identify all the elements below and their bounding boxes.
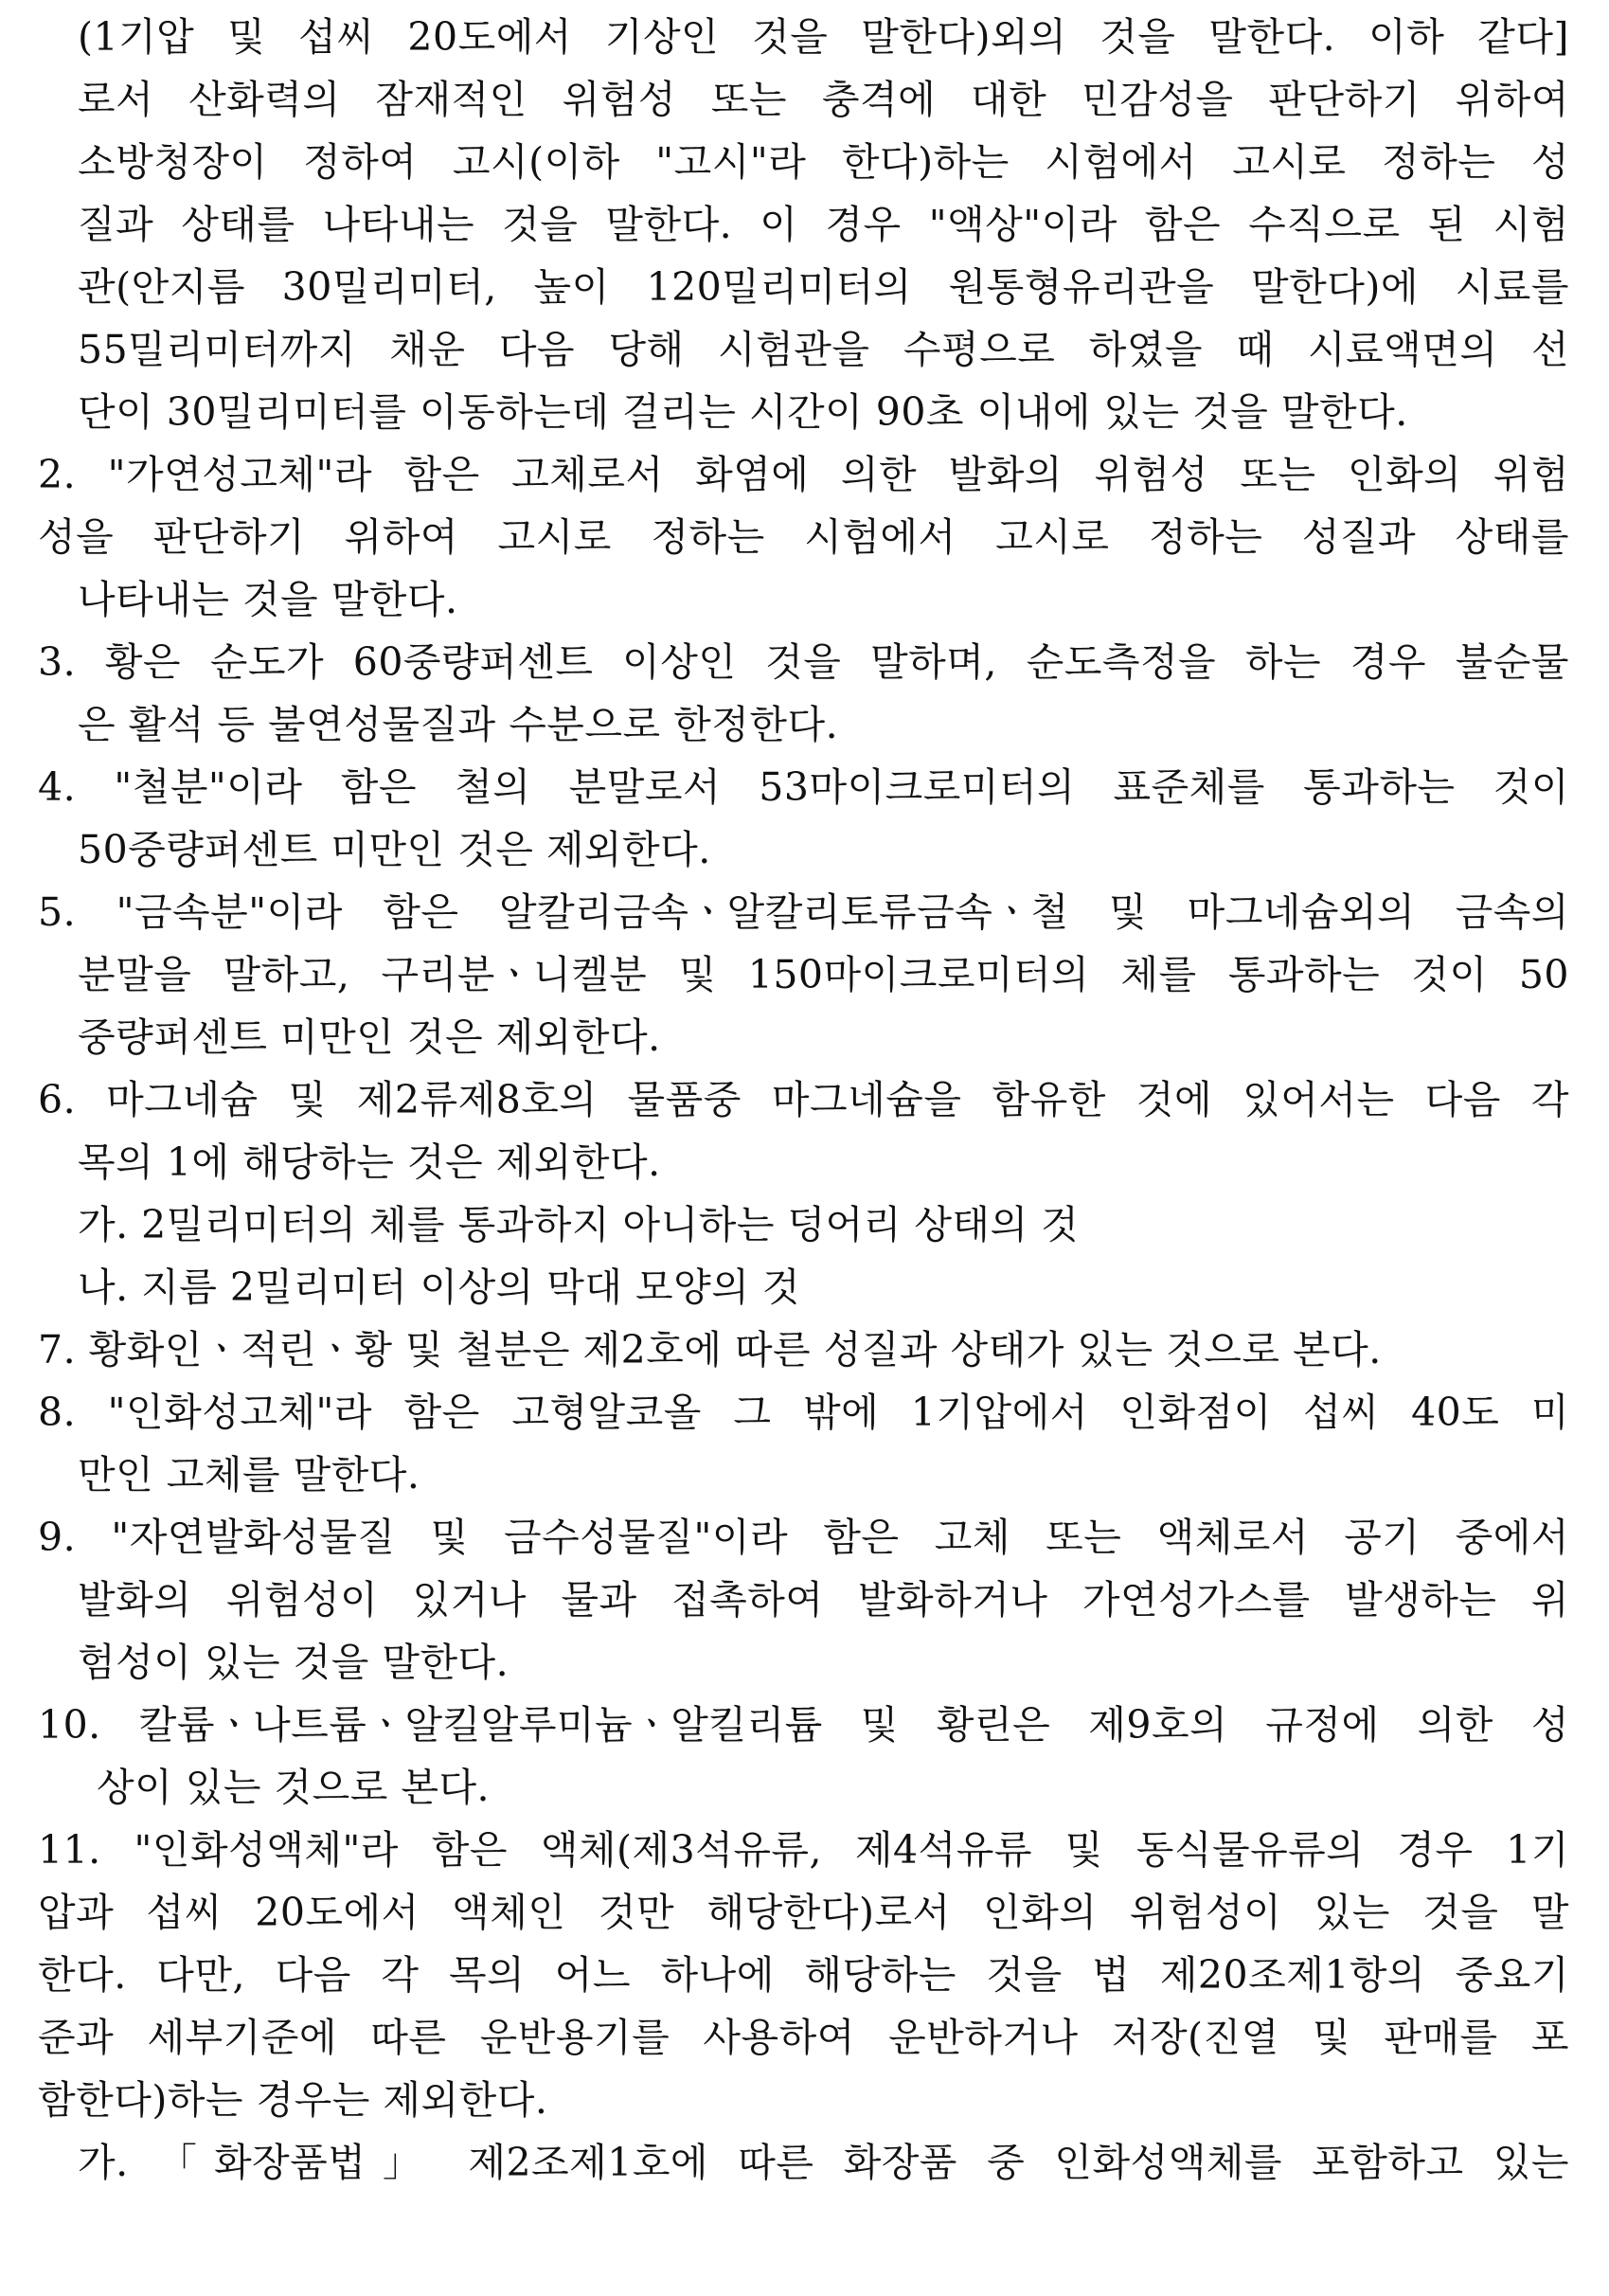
text-line: 관(안지름 30밀리미터, 높이 120밀리미터의 원통형유리관을 말한다)에 시료를 [78, 264, 1569, 310]
text-line: 가. 2밀리미터의 체를 통과하지 아니하는 덩어리 상태의 것 [78, 1202, 1080, 1247]
text-line: 목의 1에 해당하는 것은 제외한다. [78, 1139, 661, 1185]
list-item-5 [38, 881, 1569, 943]
list-item-10-end [38, 1756, 1569, 1819]
text-line: 5. "금속분"이라 함은 알칼리금속ㆍ알칼리토류금속ㆍ철 및 마그네슘외의 금속의 [38, 889, 1569, 935]
list-item-2 [38, 443, 1569, 568]
list-item-9-cont [38, 1569, 1569, 1631]
text-line: 발화의 위험성이 있거나 물과 접촉하여 발화하거나 가연성가스를 발생하는 위 [78, 1577, 1569, 1623]
list-item-8-end [38, 1444, 1569, 1506]
paragraph-continued [38, 6, 1569, 381]
list-item-3-end [38, 693, 1569, 756]
text-line: 나타내는 것을 말한다. [78, 577, 458, 622]
text-line: 나. 지름 2밀리미터 이상의 막대 모양의 것 [78, 1265, 801, 1310]
list-item-4-end [38, 818, 1569, 881]
text-line: 소방청장이 정하여 고시(이하 "고시"라 한다)하는 시험에서 고시로 정하는 성 [78, 139, 1569, 185]
text-line: 50중량퍼센트 미만인 것은 제외한다. [78, 827, 711, 872]
list-item-2-end [38, 568, 1569, 631]
list-item-6-ga [38, 1193, 1569, 1256]
text-line: 분말을 말하고, 구리분ㆍ니켈분 및 150마이크로미터의 체를 통과하는 것이 50 [78, 952, 1569, 997]
paragraph-continued-end [38, 381, 1569, 443]
list-item-5-end [38, 1006, 1569, 1068]
list-item-7 [38, 1318, 1569, 1381]
text-line: 험성이 있는 것을 말한다. [78, 1640, 510, 1685]
text-line: 11. "인화성액체"라 함은 액체(제3석유류, 제4석유류 및 동식물유류의 경우 1기 [38, 1827, 1569, 1873]
text-line: 상이 있는 것으로 본다. [97, 1765, 491, 1810]
text-line: 중량퍼센트 미만인 것은 제외한다. [78, 1014, 661, 1060]
list-item-10 [38, 1694, 1569, 1756]
list-item-3 [38, 631, 1569, 693]
text-line: 9. "자연발화성물질 및 금수성물질"이라 함은 고체 또는 액체로서 공기 중에서 [38, 1515, 1569, 1560]
text-line: 한다. 다만, 다음 각 목의 어느 하나에 해당하는 것을 법 제20조제1항의 중요기 [38, 1952, 1569, 1998]
list-item-9-end [38, 1631, 1569, 1694]
text-line: 만인 고체를 말한다. [78, 1452, 420, 1498]
list-item-11-ga [38, 2131, 1569, 2194]
text-line: 가. 「화장품법」 제2조제1호에 따른 화장품 중 인화성액체를 포함하고 있는 [78, 2140, 1569, 2185]
text-line: 성을 판단하기 위하여 고시로 정하는 시험에서 고시로 정하는 성질과 상태를 [38, 514, 1569, 560]
list-item-11 [38, 1819, 1569, 2069]
text-line: 압과 섭씨 20도에서 액체인 것만 해당한다)로서 인화의 위험성이 있는 것을 말 [38, 1890, 1569, 1935]
text-line: 함한다)하는 경우는 제외한다. [38, 2077, 548, 2123]
list-item-6-na [38, 1256, 1569, 1318]
text-line: 3. 황은 순도가 60중량퍼센트 이상인 것을 말하며, 순도측정을 하는 경우 불순물 [38, 639, 1569, 685]
text-line: 로서 산화력의 잠재적인 위험성 또는 충격에 대한 민감성을 판단하기 위하여 [78, 77, 1569, 122]
list-item-6-end [38, 1131, 1569, 1193]
text-line: (1기압 및 섭씨 20도에서 기상인 것을 말한다)외의 것을 말한다. 이하 같다] [78, 14, 1569, 60]
text-line: 7. 황화인ㆍ적린ㆍ황 및 철분은 제2호에 따른 성질과 상태가 있는 것으로 본다. [38, 1327, 1382, 1372]
text-line: 55밀리미터까지 채운 다음 당해 시험관을 수평으로 하였을 때 시료액면의 선 [78, 327, 1569, 372]
text-line: 10. 칼륨ㆍ나트륨ㆍ알킬알루미늄ㆍ알킬리튬 및 황린은 제9호의 규정에 의한 성 [38, 1702, 1569, 1748]
text-line: 질과 상태를 나타내는 것을 말한다. 이 경우 "액상"이라 함은 수직으로 된 시험 [78, 202, 1569, 247]
text-line: 8. "인화성고체"라 함은 고형알코올 그 밖에 1기압에서 인화점이 섭씨 40도 미 [38, 1390, 1569, 1435]
list-item-9 [38, 1506, 1569, 1569]
list-item-6 [38, 1068, 1569, 1131]
text-line: 은 활석 등 불연성물질과 수분으로 한정한다. [78, 702, 839, 747]
text-line: 2. "가연성고체"라 함은 고체로서 화염에 의한 발화의 위험성 또는 인화의 위험 [38, 452, 1569, 497]
list-item-4 [38, 756, 1569, 818]
list-item-11-end [38, 2069, 1569, 2131]
text-line: 단이 30밀리미터를 이동하는데 걸리는 시간이 90초 이내에 있는 것을 말한다. [78, 389, 1408, 435]
text-line: 4. "철분"이라 함은 철의 분말로서 53마이크로미터의 표준체를 통과하는 것이 [38, 764, 1569, 810]
list-item-5-cont [38, 943, 1569, 1006]
text-line: 6. 마그네슘 및 제2류제8호의 물품중 마그네슘을 함유한 것에 있어서는 다음 각 [38, 1077, 1569, 1122]
text-line: 준과 세부기준에 따른 운반용기를 사용하여 운반하거나 저장(진열 및 판매를 포 [38, 2015, 1569, 2060]
list-item-8 [38, 1381, 1569, 1444]
